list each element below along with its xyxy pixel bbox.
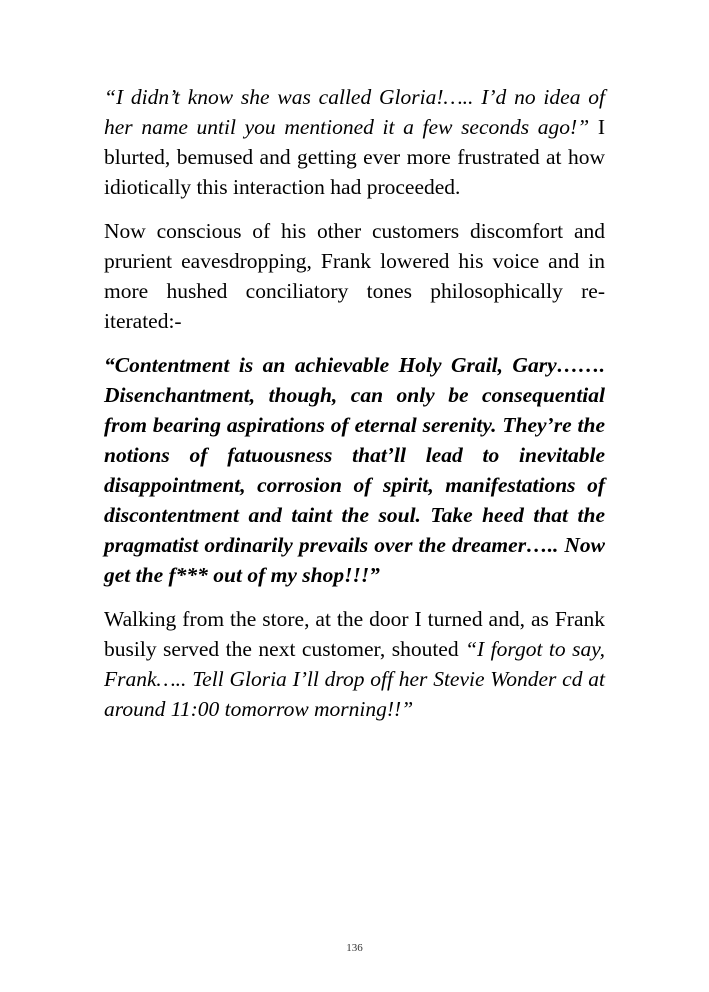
page-body — [104, 82, 605, 738]
paragraph-3 — [104, 350, 605, 590]
narration-text: I blurted, bemused and getting ever more frustrated at how idiotically this interaction had proceeded. — [104, 115, 605, 199]
dialogue-text: “I forgot to say, Frank….. Tell Gloria I’ll drop off her Stevie Wonder cd at around 11:00 tomorrow morning!!” — [104, 637, 605, 721]
page-number: 136 — [346, 942, 363, 954]
emphasized-dialogue-text: “Contentment is an achievable Holy Grail, Gary……. Disenchantment, though, can only be consequential from bearing aspirations of eternal serenity. They’re the notions of fatuousness that’ll lead to inevitable disappointment, corrosion of spirit, manifestations of discontentment and taint the soul. Take heed that the pragmatist ordinarily prevails over the dreamer….. Now get the f*** out of my shop!!!” — [104, 353, 605, 587]
dialogue-text: “I didn’t know she was called Gloria!….. I’d no idea of her name until you mentioned it a few seconds ago!” — [104, 85, 605, 139]
narration-text: Walking from the store, at the door I turned and, as Frank busily served the next customer, shouted — [104, 607, 605, 661]
paragraph-4 — [104, 604, 605, 724]
paragraph-1 — [104, 82, 605, 202]
paragraph-2 — [104, 216, 605, 336]
narration-text: Now conscious of his other customers discomfort and prurient eavesdropping, Frank lowered his voice and in more hushed conciliatory tones philosophically re-iterated:- — [104, 219, 605, 333]
